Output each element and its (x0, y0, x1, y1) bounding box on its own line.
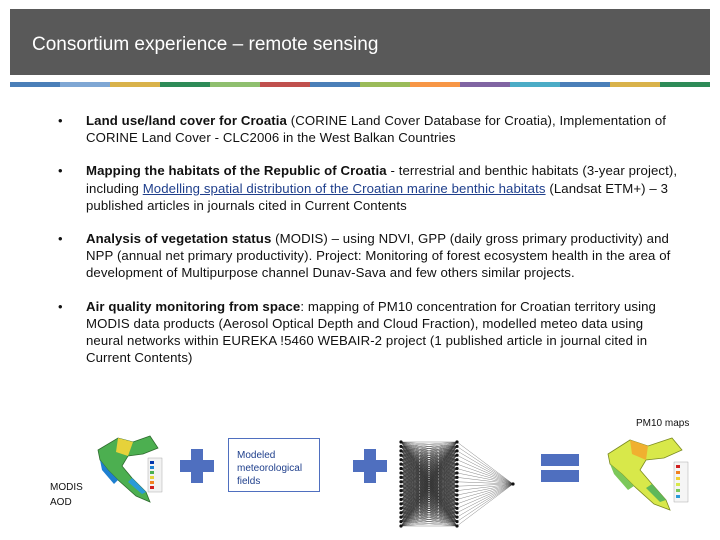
nn-connection (457, 464, 513, 484)
neural-network-diagram (395, 438, 519, 530)
nn-node (399, 476, 402, 479)
nn-node (455, 480, 458, 483)
stripe-segment (10, 82, 60, 87)
nn-node (455, 445, 458, 448)
nn-node (455, 440, 458, 443)
stripe-segment (160, 82, 210, 87)
nn-node (455, 507, 458, 510)
aod-label-line: AOD (50, 497, 72, 508)
color-stripe (10, 82, 710, 87)
nn-node (399, 463, 402, 466)
nn-node (399, 440, 402, 443)
legend-swatch (150, 461, 154, 464)
pm10-maps-label: PM10 maps (636, 418, 690, 429)
bullet-heading: Land use/land cover for Croatia (86, 113, 287, 128)
bullet-dot: • (58, 163, 63, 179)
nn-connection (457, 484, 513, 504)
nn-connection (457, 484, 513, 526)
bullet-text-after: (Landsat ETM+) – 3 published articles in journals cited in Current Contents (86, 180, 669, 213)
meteo-label-line: fields (237, 476, 261, 487)
stripe-segment (210, 82, 260, 87)
bullet-text: - terrestrial and benthic habitats (3-year project), including (86, 163, 678, 196)
legend-swatch (676, 495, 680, 498)
bullet-dot: • (58, 298, 63, 314)
nn-node (399, 449, 402, 452)
stripe-segment (360, 82, 410, 87)
nn-connection (457, 484, 513, 513)
nn-node (399, 502, 402, 505)
nn-connection (457, 484, 513, 508)
bullet-heading: Mapping the habitats of the Republic of Croatia (86, 163, 387, 179)
stripe-segment (410, 82, 460, 87)
nn-node (455, 471, 458, 474)
stripe-segment (260, 82, 310, 87)
stripe-segment (110, 82, 160, 87)
nn-node (399, 454, 402, 457)
modis-aod-label (50, 480, 83, 510)
meteo-fields-box (228, 438, 320, 492)
bullet-heading: Air quality monitoring from space (86, 298, 301, 314)
legend-swatch (150, 471, 154, 474)
nn-node (455, 476, 458, 479)
nn-node (455, 520, 458, 523)
list-item (52, 112, 682, 146)
nn-node (399, 516, 402, 519)
stripe-segment (60, 82, 110, 87)
nn-node (455, 489, 458, 492)
nn-node (455, 516, 458, 519)
nn-connection (457, 484, 513, 499)
nn-node (399, 498, 402, 501)
equals-icon (541, 450, 579, 482)
list-item (52, 298, 682, 367)
nn-connection (457, 442, 513, 484)
nn-connection (457, 484, 513, 517)
nn-node (455, 493, 458, 496)
stripe-segment (510, 82, 560, 87)
nn-node (399, 493, 402, 496)
stripe-segment (310, 82, 360, 87)
nn-node (399, 507, 402, 510)
nn-node (399, 467, 402, 470)
nn-node (455, 463, 458, 466)
stripe-segment (660, 82, 710, 87)
nn-node (399, 485, 402, 488)
nn-connection (457, 451, 513, 484)
nn-node (399, 445, 402, 448)
bullet-text: (CORINE Land Cover Database for Croatia), Implementation of CORINE Land Cover - CLC2006 in the West Balkan Countries (86, 113, 667, 146)
nn-node (455, 498, 458, 501)
stripe-segment (560, 82, 610, 87)
nn-connection (457, 455, 513, 484)
bullet-text: (MODIS) – using NDVI, GPP (daily gross primary productivity) and NPP (annual net primary productivity). Project: Monitoring of forest ecosystem health in the area of development of Multipurpose channel Dunav-Sava and few others similar projects. (86, 231, 671, 281)
nn-node (399, 458, 402, 461)
meteo-label-line: Modeled (237, 450, 276, 461)
pm10-map (600, 432, 700, 516)
plus-icon (180, 449, 214, 483)
nn-node (455, 454, 458, 457)
bullet-heading: Analysis of vegetation status (86, 231, 272, 247)
legend-swatch (676, 471, 680, 474)
meteo-label-line: meteorological (237, 463, 303, 474)
bullet-dot: • (58, 113, 63, 128)
nn-node (455, 458, 458, 461)
bullet-text: : mapping of PM10 concentration for Croatian territory using MODIS data products (Aerosol Optical Depth and Cloud Fraction), modelled meteo data using neural networks within EUREKA !5460 WEBAIR-2 project (1 published article in journal cited in Current Contents) (86, 298, 656, 366)
legend-swatch (150, 486, 154, 489)
bullet-dot: • (58, 231, 63, 247)
legend-swatch (676, 465, 680, 468)
nn-node (455, 467, 458, 470)
benthic-habitats-link[interactable]: Modelling spatial distribution of the Croatian marine benthic habitats (142, 180, 546, 196)
nn-node (455, 502, 458, 505)
modis-aod-map (88, 430, 168, 508)
nn-node (511, 482, 514, 485)
nn-node (399, 524, 402, 527)
nn-node (399, 480, 402, 483)
nn-node (455, 511, 458, 514)
legend-swatch (676, 483, 680, 486)
legend-swatch (150, 476, 154, 479)
modis-label-line: MODIS (50, 482, 83, 493)
stripe-segment (610, 82, 660, 87)
nn-node (399, 489, 402, 492)
bullet-list (52, 112, 682, 382)
nn-node (399, 471, 402, 474)
nn-connection (457, 460, 513, 484)
page-title: Consortium experience – remote sensing (32, 34, 379, 55)
list-item (52, 162, 682, 214)
nn-node (455, 449, 458, 452)
nn-node (455, 524, 458, 527)
nn-node (399, 511, 402, 514)
legend-swatch (150, 466, 154, 469)
legend-swatch (150, 481, 154, 484)
list-item (52, 230, 682, 282)
legend-swatch (676, 477, 680, 480)
legend-swatch (676, 489, 680, 492)
stripe-segment (460, 82, 510, 87)
nn-node (455, 485, 458, 488)
nn-connection (457, 469, 513, 484)
nn-node (399, 520, 402, 523)
plus-icon (353, 449, 387, 483)
header-bar (10, 9, 710, 75)
